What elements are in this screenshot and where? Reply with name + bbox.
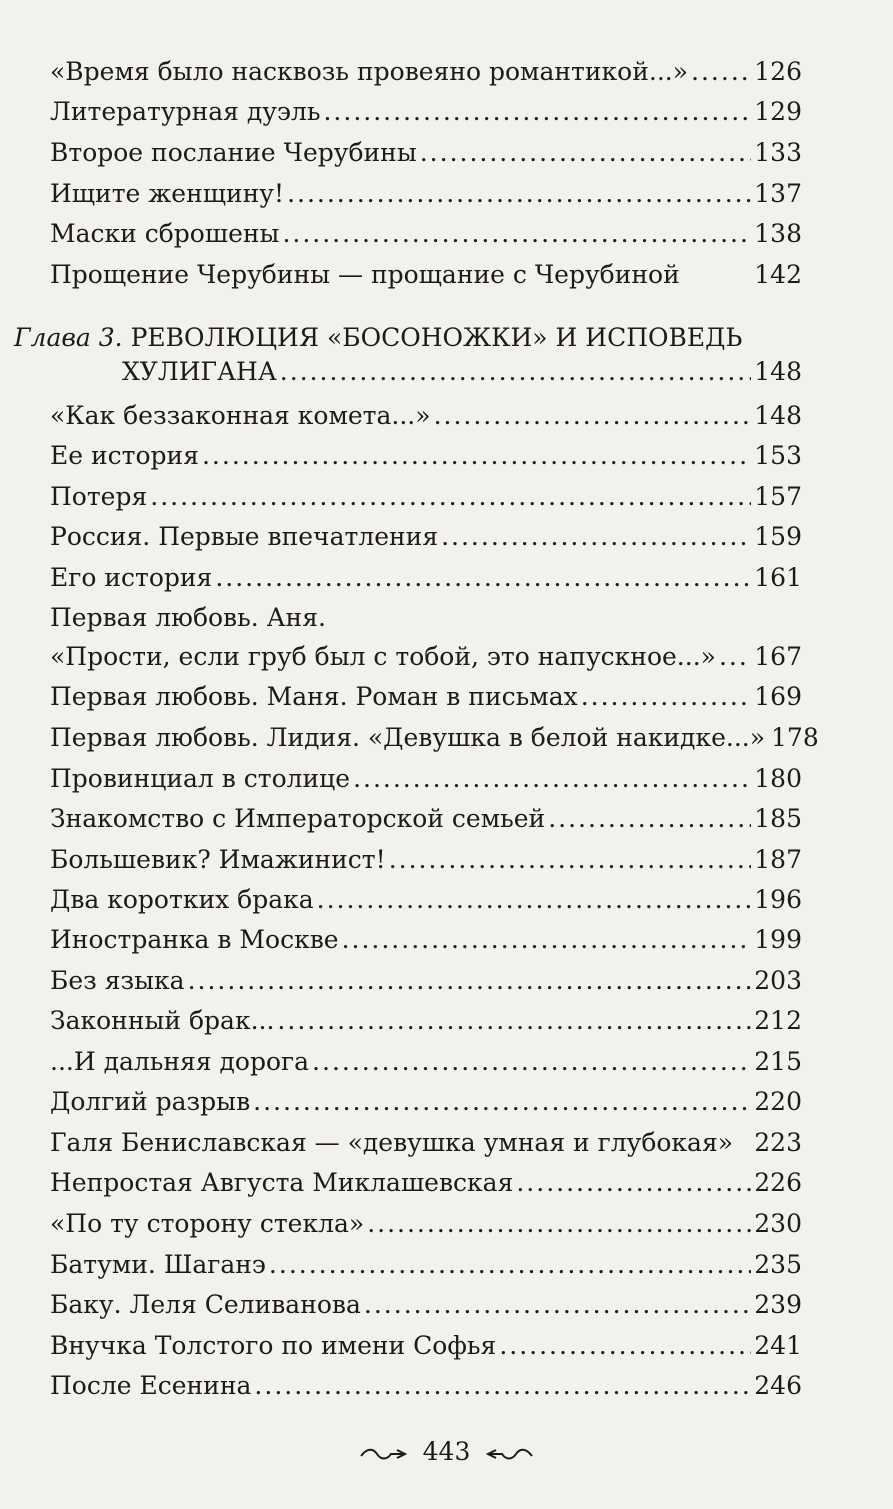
leader-dots xyxy=(277,1001,751,1041)
toc-entry-title: ...И дальняя дорога xyxy=(50,1047,310,1076)
toc-entry-title: Первая любовь. Аня. xyxy=(50,603,326,632)
toc-entry-title: Непростая Августа Миклашевская xyxy=(50,1168,514,1197)
toc-entry-page: 239 xyxy=(754,1290,802,1319)
toc-entry-title: Ищите женщину! xyxy=(50,179,285,208)
leader-dots xyxy=(434,396,752,436)
leader-dots xyxy=(282,214,751,254)
toc-entry-page: 148 xyxy=(754,401,802,430)
leader-dots xyxy=(581,677,752,717)
leader-dots xyxy=(254,1366,751,1406)
toc-entry-title: Законный брак... xyxy=(50,1006,275,1035)
leader-dots xyxy=(364,1285,751,1325)
leader-dots xyxy=(420,133,752,173)
chapter-page: 148 xyxy=(754,357,802,386)
leader-dots xyxy=(202,436,751,476)
leader-dots xyxy=(317,880,752,920)
toc-entry xyxy=(50,255,802,295)
toc-entry-title: Первая любовь. Лидия. «Девушка в белой накидке...» xyxy=(50,723,766,752)
toc-entry-title: Провинциал в столице xyxy=(50,764,351,793)
toc-entry-page: 199 xyxy=(754,925,802,954)
leader-dots xyxy=(280,352,752,392)
toc-entry xyxy=(50,214,802,254)
toc-entry-page: 235 xyxy=(754,1250,802,1279)
leader-dots xyxy=(215,558,751,598)
leader-dots xyxy=(342,920,752,960)
toc-entry-page: 161 xyxy=(754,563,802,592)
toc-entry xyxy=(50,1204,802,1244)
toc-entry xyxy=(50,477,802,517)
toc-entry xyxy=(50,133,802,173)
leader-dots xyxy=(269,1245,751,1285)
toc-entry-title: Его история xyxy=(50,563,213,592)
toc-entry-title: Батуми. Шаганэ xyxy=(50,1250,266,1279)
toc-entry-title: Галя Бениславская — «девушка умная и глубокая» xyxy=(50,1128,734,1157)
chapter-heading-line2 xyxy=(122,352,802,392)
toc-entry-page: 142 xyxy=(754,260,802,289)
toc-entry xyxy=(50,558,802,598)
leader-dots xyxy=(150,477,751,517)
toc-entry xyxy=(50,436,802,476)
toc-entry xyxy=(50,1123,802,1163)
toc-entry-page: 212 xyxy=(754,1006,802,1035)
leader-dots xyxy=(499,1326,751,1366)
toc-entry-page: 180 xyxy=(754,764,802,793)
toc-entry xyxy=(50,799,802,839)
toc-entry-title: Долгий разрыв xyxy=(50,1087,251,1116)
toc-entry-page: 167 xyxy=(754,642,802,671)
leader-dots xyxy=(548,799,751,839)
toc-entry-title: «Время было насквозь провеяно романтикой...» xyxy=(50,57,689,86)
toc-entry-page: 241 xyxy=(754,1331,802,1360)
leader-dots xyxy=(441,517,751,557)
leader-dots xyxy=(516,1163,751,1203)
toc-entry xyxy=(50,677,802,717)
toc-entry-page: 220 xyxy=(754,1087,802,1116)
right-flourish-icon xyxy=(486,1434,534,1474)
chapter-title-line1: РЕВОЛЮЦИЯ «БОСОНОЖКИ» И ИСПОВЕДЬ xyxy=(130,323,743,352)
toc-entry xyxy=(50,1082,802,1122)
toc-entry-title: «Прости, если груб был с тобой, это напускное...» xyxy=(50,642,716,671)
toc-entry xyxy=(50,52,802,92)
leader-dots xyxy=(367,1204,751,1244)
toc-entry-title: Второе послание Черубины xyxy=(50,138,417,167)
toc-entry-title: Первая любовь. Маня. Роман в письмах xyxy=(50,682,578,711)
toc-entry xyxy=(50,1366,802,1406)
leader-dots xyxy=(323,92,751,132)
toc-entry xyxy=(50,517,802,557)
toc-entry xyxy=(50,92,802,132)
toc-entry-title: Маски сброшены xyxy=(50,219,280,248)
toc-entry-page: 138 xyxy=(754,219,802,248)
toc-entry xyxy=(50,840,802,880)
leader-dots xyxy=(312,1042,751,1082)
toc-entry-title: Прощение Черубины — прощание с Черубиной xyxy=(50,260,680,289)
toc-entry-title: Два коротких брака xyxy=(50,885,314,914)
toc-entry-page: 203 xyxy=(754,966,802,995)
leader-dots xyxy=(353,759,751,799)
toc-entry-title: Ее история xyxy=(50,441,199,470)
toc-entry xyxy=(50,1042,802,1082)
leader-dots xyxy=(719,637,751,677)
toc-entry xyxy=(50,1001,802,1041)
toc-entry xyxy=(50,880,802,920)
toc-entry xyxy=(50,1163,802,1203)
toc-entry xyxy=(50,1285,802,1325)
toc-entry xyxy=(50,1326,802,1366)
toc-entry-title: Литературная дуэль xyxy=(50,97,321,126)
toc-entry-title: Большевик? Имажинист! xyxy=(50,845,386,874)
toc-entry-page: 226 xyxy=(754,1168,802,1197)
leader-dots xyxy=(188,961,752,1001)
toc-entry xyxy=(50,598,802,638)
toc-entry-page: 159 xyxy=(754,522,802,551)
toc-entry-page: 129 xyxy=(754,97,802,126)
toc-entry-page: 178 xyxy=(771,723,819,752)
toc-entry xyxy=(50,174,802,214)
leader-dots xyxy=(287,174,751,214)
toc-entry-title: Внучка Толстого по имени Софья xyxy=(50,1331,497,1360)
toc-entry-page: 215 xyxy=(754,1047,802,1076)
chapter-label: Глава 3. xyxy=(14,323,123,352)
page-number: 443 xyxy=(422,1437,471,1466)
toc-entry-page: 157 xyxy=(754,482,802,511)
toc-entry-title: Россия. Первые впечатления xyxy=(50,522,439,551)
toc-entry-page: 187 xyxy=(754,845,802,874)
toc-entry-page: 223 xyxy=(754,1128,802,1157)
toc-entry xyxy=(50,1245,802,1285)
toc-entry xyxy=(50,718,819,758)
toc-entry-page: 196 xyxy=(754,885,802,914)
toc-entry-title: Знакомство с Императорской семьей xyxy=(50,804,546,833)
left-flourish-icon xyxy=(359,1434,407,1474)
toc-entry-title: «Как беззаконная комета...» xyxy=(50,401,431,430)
toc-entry-title: После Есенина xyxy=(50,1371,252,1400)
toc-entry-page: 185 xyxy=(754,804,802,833)
toc-entry-title: Иностранка в Москве xyxy=(50,925,339,954)
toc-entry-page: 137 xyxy=(754,179,802,208)
toc-entry-title: «По ту сторону стекла» xyxy=(50,1209,365,1238)
toc-entry-title: Потеря xyxy=(50,482,148,511)
leader-dots xyxy=(253,1082,751,1122)
page-number-footer xyxy=(0,1432,893,1474)
toc-entry xyxy=(50,920,802,960)
toc-entry-page: 133 xyxy=(754,138,802,167)
toc-entry-page: 246 xyxy=(754,1371,802,1400)
toc-entry-title: Без языка xyxy=(50,966,185,995)
toc-entry xyxy=(50,396,802,436)
toc-entry-page: 126 xyxy=(754,57,802,86)
chapter-title-line2: ХУЛИГАНА xyxy=(122,357,277,386)
toc-entry xyxy=(50,759,802,799)
toc-entry xyxy=(50,961,802,1001)
toc-entry-page: 169 xyxy=(754,682,802,711)
leader-dots xyxy=(389,840,752,880)
toc-entry-title: Баку. Леля Селиванова xyxy=(50,1290,361,1319)
leader-dots xyxy=(691,52,751,92)
toc-entry xyxy=(50,637,802,677)
toc-entry-page: 230 xyxy=(754,1209,802,1238)
toc-entry-page: 153 xyxy=(754,441,802,470)
